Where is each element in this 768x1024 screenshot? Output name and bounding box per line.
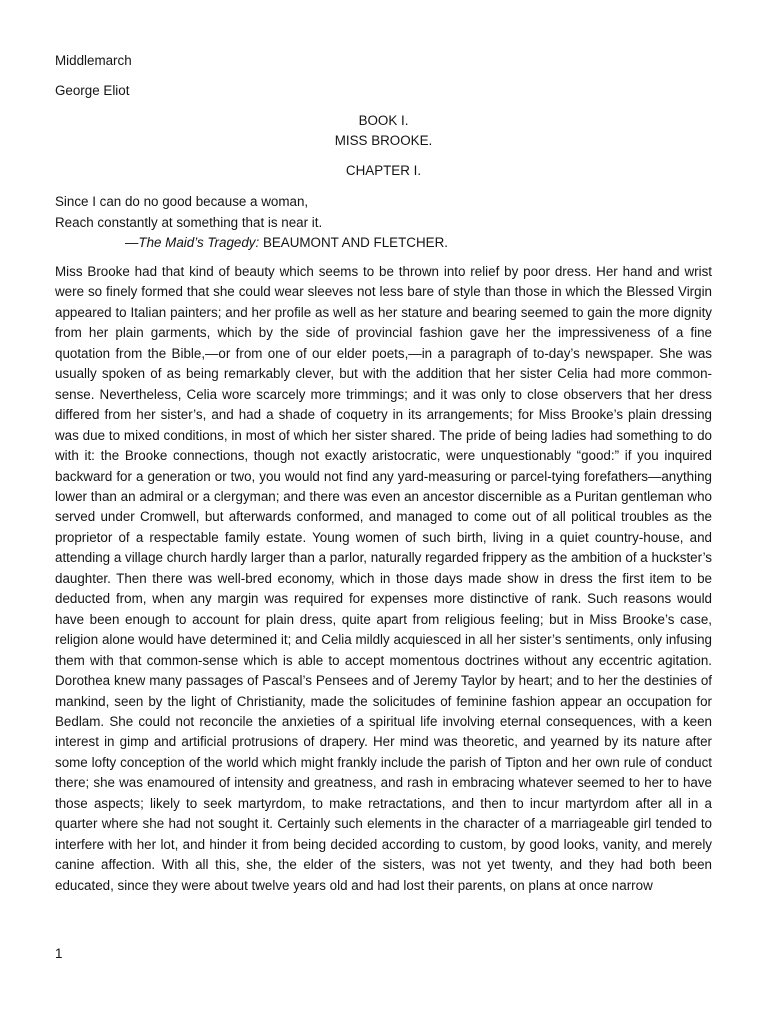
epigraph-dash: — bbox=[125, 235, 139, 250]
epigraph-line-2: Reach constantly at something that is near it. bbox=[55, 214, 323, 230]
chapter-heading: CHAPTER I. bbox=[345, 163, 422, 178]
body-paragraph: Miss Brooke had that kind of beauty which seems to be thrown into relief by poor dress. Her hand and wrist were so finely formed that she could wear sleeves not less bare of style than those in which the Blessed Virgin appeared to Italian painters; and her profile as well as her stature and bearing seemed to gain the more dignity from her plain garments, which by the side of provincial fashion gave her the impressiveness of a fine quotation from the Bible,—or from one of our elder poets,—in a paragraph of to-day’s newspaper. She was usually spoken of as being remarkably clever, but with the addition that her sister Celia had more common-sense. Nevertheless, Celia wore scarcely more trimmings; and it was only to close observers that her dress differed from her sister’s, and had a shade of coquetry in its arrangements; for Miss Brooke’s plain dressing was due to mixed conditions, in most of which her sister shared. The pride of being ladies had something to do with it: the Brooke connections, though not exactly aristocratic, were unquestionably “good:” if you inquired backward for a generation or two, you would not find any yard-measuring or parcel-tying forefathers—anything lower than an admiral or a clergyman; and there was even an ancestor discernible as a Puritan gentleman who served under Cromwell, but afterwards conformed, and managed to come out of all political troubles as the proprietor of a respectable family estate. Young women of such birth, living in a quiet country-house, and attending a village church hardly larger than a parlor, naturally regarded frippery as the ambition of a huckster’s daughter. Then there was well-bred economy, which in those days made show in dress the first item to be deducted from, when any margin was required for expenses more distinctive of rank. Such reasons would have been enough to account for plain dress, quite apart from religious feeling; but in Miss Brooke’s case, religion alone would have determined it; and Celia mildly acquiesced in all her sister’s sentiments, only infusing them with that common-sense which is able to accept momentous doctrines without any eccentric agitation. Dorothea knew many passages of Pascal’s Pensees and of Jeremy Taylor by heart; and to her the destinies of mankind, seen by the light of Christianity, made the solicitudes of feminine fashion appear an occupation for Bedlam. She could not reconcile the anxieties of a spiritual life involving eternal consequences, with a keen interest in gimp and artificial protrusions of drapery. Her mind was theoretic, and yearned by its nature after some lofty conception of the world which might frankly include the parish of Tipton and her own rule of conduct there; she was enamoured of intensity and greatness, and rash in embracing whatever seemed to her to have those aspects; likely to seek martyrdom, to make retractations, and then to incur martyrdom after all in a quarter where she had not sought it. Certainly such elements in the character of a marriageable girl tended to interfere with her lot, and hinder it from being decided according to custom, by good looks, vanity, and merely canine affection. With all this, she, the elder of the sisters, was not yet twenty, and they had both been educated, since they were about twelve years old and had lost their parents, on plans at once narrow bbox=[55, 264, 712, 893]
page-number: 1 bbox=[55, 946, 63, 961]
epigraph-attribution bbox=[55, 233, 448, 254]
epigraph bbox=[55, 192, 448, 254]
book-title-heading: MISS BROOKE. bbox=[334, 133, 433, 148]
book-heading: BOOK I. bbox=[358, 113, 409, 128]
epigraph-line-1: Since I can do no good because a woman, bbox=[55, 194, 309, 209]
epigraph-source-title: The Maid’s Tragedy: bbox=[138, 235, 260, 250]
document-page bbox=[55, 0, 712, 1024]
document-author: George Eliot bbox=[55, 83, 130, 98]
epigraph-source-authors: BEAUMONT AND FLETCHER. bbox=[259, 235, 448, 250]
document-title: Middlemarch bbox=[55, 53, 132, 68]
